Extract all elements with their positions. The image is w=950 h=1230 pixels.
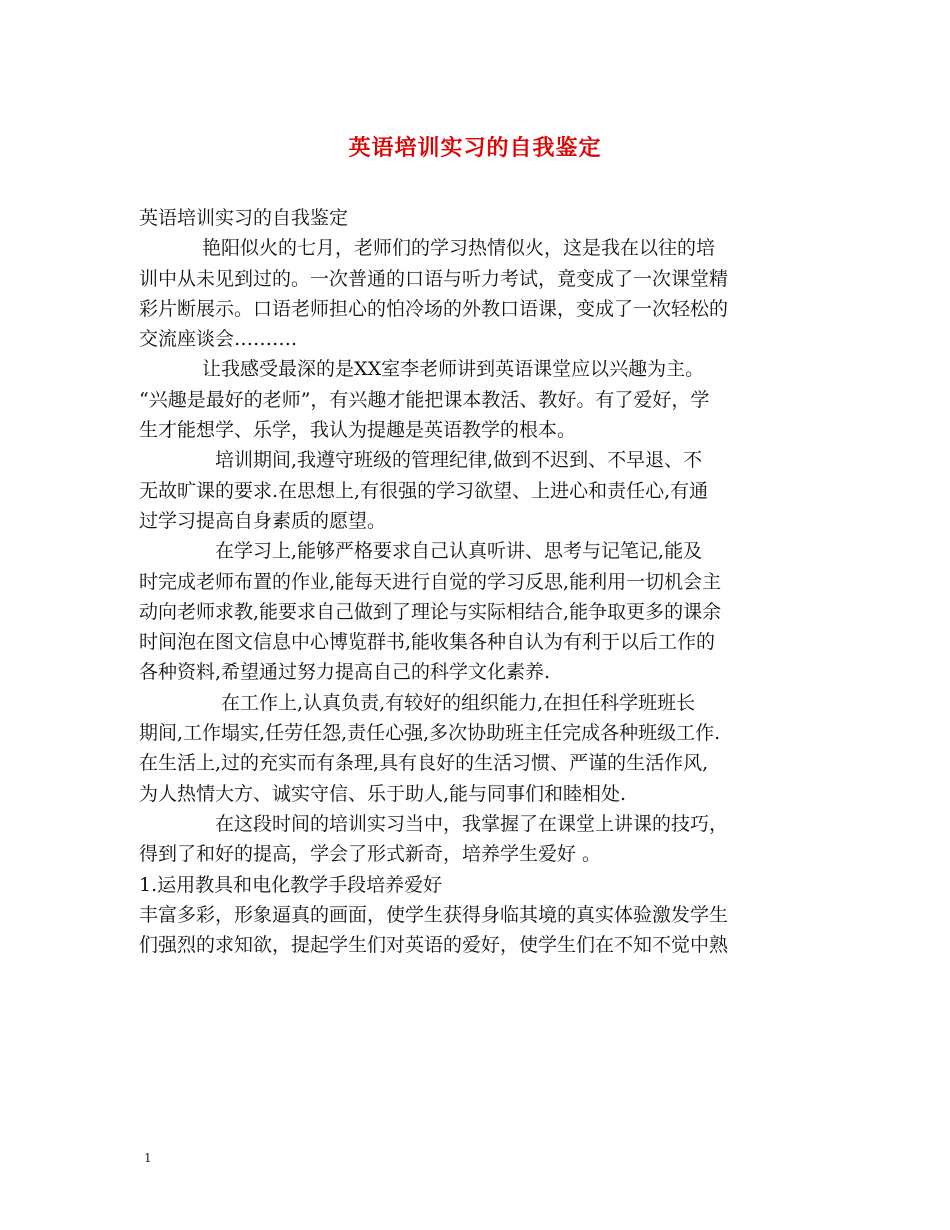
body-line: 在这段时间的培训实习当中，我掌握了在课堂上讲课的技巧， xyxy=(139,812,729,835)
body-line: 让我感受最深的是XX室李老师讲到英语课堂应以兴趣为主。 xyxy=(139,358,705,381)
body-line: 时完成老师布置的作业,能每天进行自觉的学习反思,能利用一切机会主 xyxy=(139,570,722,593)
body-line: 丰富多彩，形象逼真的画面，使学生获得身临其境的真实体验激发学生 xyxy=(139,903,729,926)
body-line: 在生活上,过的充实而有条理,具有良好的生活习惯、严谨的生活作风, xyxy=(139,752,709,775)
body-line: 期间,工作塌实,任劳任怨,责任心强,多次协助班主任完成各种班级工作. xyxy=(139,722,721,745)
body-line: “兴趣是最好的老师”，有兴趣才能把课本教活、教好。有了爱好，学 xyxy=(139,388,710,411)
document-body xyxy=(139,203,815,960)
body-line: 在工作上,认真负责,有较好的组织能力,在担任科学班班长 xyxy=(139,691,696,714)
body-line: 在学习上,能够严格要求自己认真听讲、思考与记笔记,能及 xyxy=(139,540,703,563)
body-line: 时间泡在图文信息中心博览群书,能收集各种自认为有利于以后工作的 xyxy=(139,631,716,654)
body-line: 艳阳似火的七月，老师们的学习热情似火，这是我在以往的培 xyxy=(139,237,716,260)
body-line: 训中从未见到过的。一次普通的口语与听力考试，竟变成了一次课堂精 xyxy=(139,267,729,290)
body-line: 培训期间,我遵守班级的管理纪律,做到不迟到、不早退、不 xyxy=(139,449,703,472)
body-line: 无故旷课的要求.在思想上,有很强的学习欲望、上进心和责任心,有通 xyxy=(139,479,709,502)
body-line: 得到了和好的提高，学会了形式新奇，培养学生爱好 。 xyxy=(139,843,602,866)
body-line: 彩片断展示。口语老师担心的怕冷场的外教口语课，变成了一次轻松的 xyxy=(139,297,729,320)
document-title: 英语培训实习的自我鉴定 xyxy=(348,135,602,161)
body-line: 为人热情大方、诚实守信、乐于助人,能与同事们和睦相处. xyxy=(139,782,627,805)
body-line: 动向老师求教,能要求自己做到了理论与实际相结合,能争取更多的课余 xyxy=(139,600,722,623)
body-line: 们强烈的求知欲，提起学生们对英语的爱好，使学生们在不知不觉中熟 xyxy=(139,934,729,957)
body-line: 生才能想学、乐学，我认为提趣是英语教学的根本。 xyxy=(139,419,577,442)
body-line: 交流座谈会………. xyxy=(139,328,298,351)
body-line: 过学习提高自身素质的愿望。 xyxy=(139,509,387,532)
body-line: 英语培训实习的自我鉴定 xyxy=(139,207,349,229)
body-line: 各种资料,希望通过努力提高自己的科学文化素养. xyxy=(139,661,551,684)
body-line: 1.运用教具和电化教学手段培养爱好 xyxy=(139,873,443,896)
page-number: 1 xyxy=(144,1151,152,1165)
